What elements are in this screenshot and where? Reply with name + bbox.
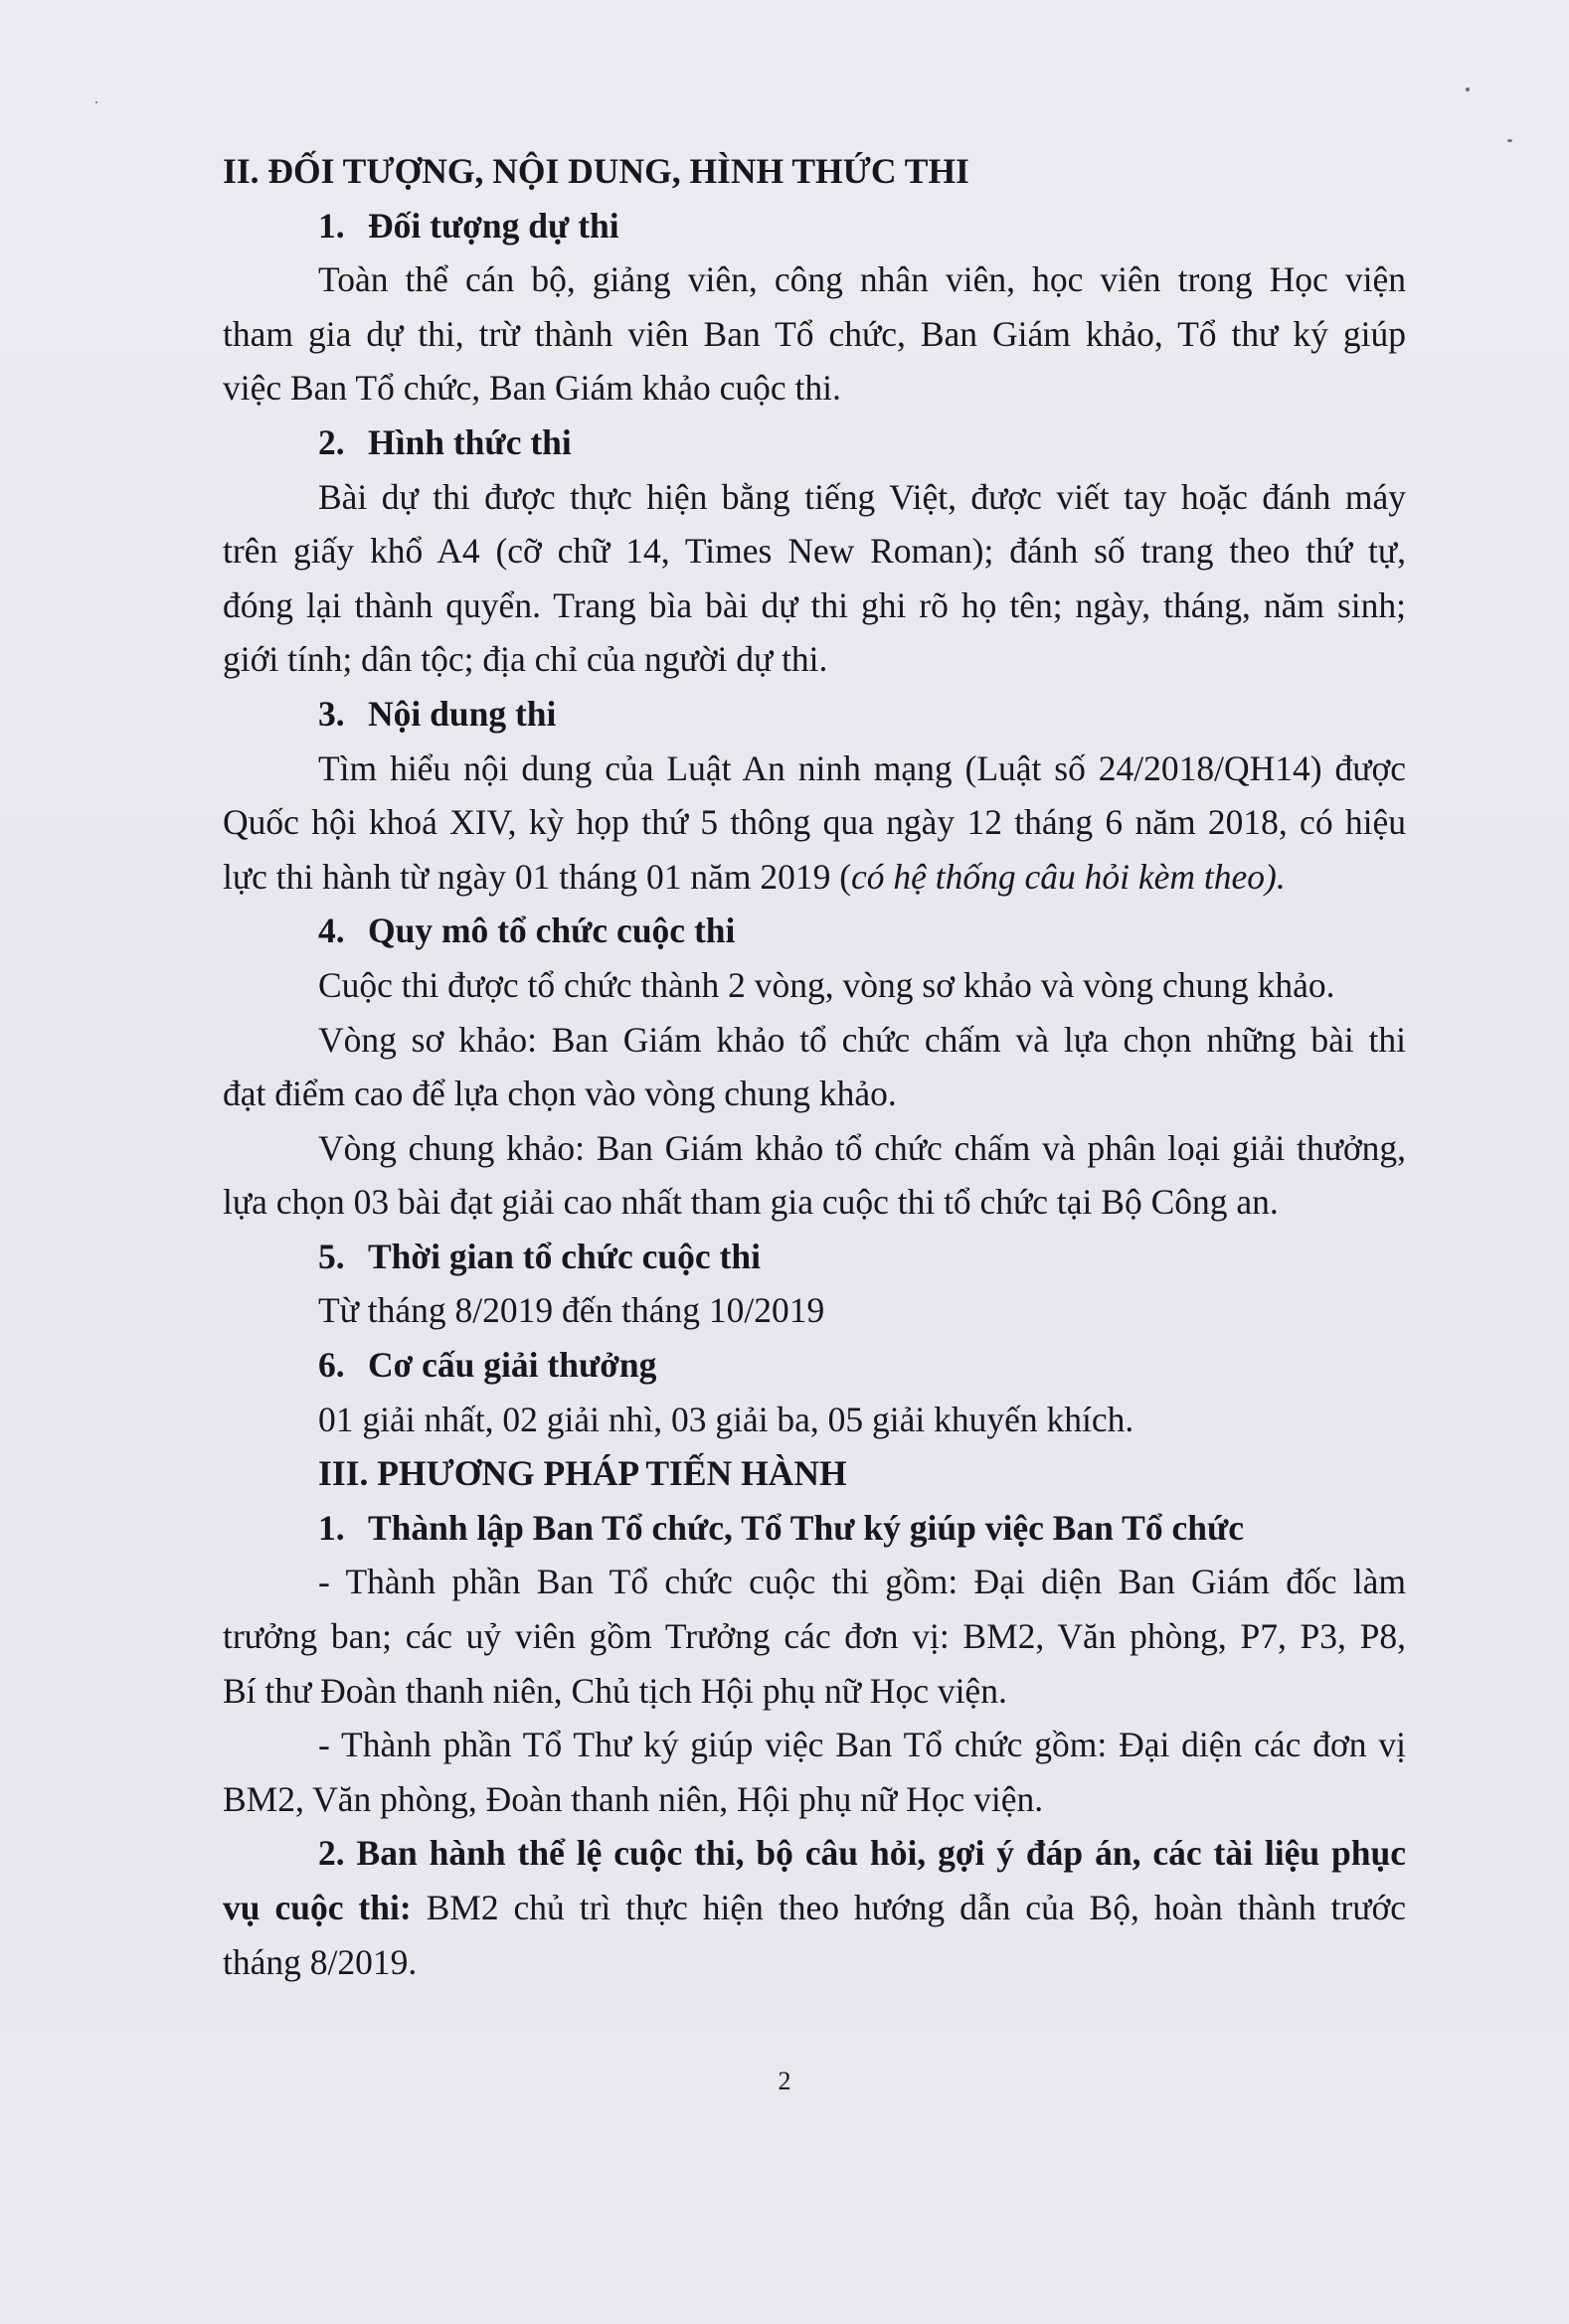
item-2-title: 2. Hình thức thi	[318, 421, 572, 462]
paragraph-line: lực thi hành từ ngày 01 tháng 01 năm 2019 (có hệ thống câu hỏi kèm theo).	[223, 856, 1286, 897]
paragraph-line: Tìm hiểu nội dung của Luật An ninh mạng (Luật số 24/2018/QH14) được	[318, 747, 1406, 788]
paragraph-line: - Thành phần Tổ Thư ký giúp việc Ban Tổ chức gồm: Đại diện các đơn vị	[318, 1725, 1406, 1765]
paragraph-line: Cuộc thi được tổ chức thành 2 vòng, vòng sơ khảo và vòng chung khảo.	[318, 964, 1335, 1005]
paragraph-line: lựa chọn 03 bài đạt giải cao nhất tham gia cuộc thi tổ chức tại Bộ Công an.	[223, 1182, 1279, 1223]
section-3-item-1-title: 1. Thành lập Ban Tổ chức, Tổ Thư ký giúp việc Ban Tổ chức	[318, 1507, 1245, 1548]
paragraph-line: việc Ban Tổ chức, Ban Giám khảo cuộc thi.	[223, 368, 841, 409]
item-6-title: 6. Cơ cấu giải thưởng	[318, 1345, 657, 1386]
paragraph-line: - Thành phần Ban Tổ chức cuộc thi gồm: Đại diện Ban Giám đốc làm	[318, 1562, 1406, 1602]
paragraph-line: Bài dự thi được thực hiện bằng tiếng Việt, được viết tay hoặc đánh máy	[318, 476, 1406, 517]
scan-speck	[1466, 87, 1470, 91]
item-3-title: 3. Nội dung thi	[318, 693, 557, 734]
section-3-item-2-title: 2. Ban hành thể lệ cuộc thi, bộ câu hỏi, gợi ý đáp án, các tài liệu phục	[318, 1833, 1406, 1874]
paragraph-line: trên giấy khổ A4 (cỡ chữ 14, Times New Roman); đánh số trang theo thứ tự,	[223, 531, 1406, 572]
page-number: 2	[778, 2067, 791, 2095]
item-5-title: 5. Thời gian tổ chức cuộc thi	[318, 1236, 761, 1276]
paragraph-line: 01 giải nhất, 02 giải nhì, 03 giải ba, 05 giải khuyến khích.	[318, 1399, 1134, 1439]
paragraph-line: tham gia dự thi, trừ thành viên Ban Tổ chức, Ban Giám khảo, Tổ thư ký giúp	[223, 313, 1406, 354]
paragraph-line: Vòng chung khảo: Ban Giám khảo tổ chức chấm và phân loại giải thưởng,	[318, 1127, 1406, 1168]
scan-speck	[1507, 139, 1512, 142]
paragraph-line: Quốc hội khoá XIV, kỳ họp thứ 5 thông qua ngày 12 tháng 6 năm 2018, có hiệu	[223, 802, 1406, 843]
paragraph-line: trưởng ban; các uỷ viên gồm Trưởng các đơn vị: BM2, Văn phòng, P7, P3, P8,	[223, 1616, 1406, 1657]
paragraph-line: Từ tháng 8/2019 đến tháng 10/2019	[318, 1290, 825, 1331]
paragraph-line: BM2, Văn phòng, Đoàn thanh niên, Hội phụ nữ Học viện.	[223, 1778, 1044, 1819]
paragraph-line: đóng lại thành quyển. Trang bìa bài dự thi ghi rõ họ tên; ngày, tháng, năm sinh;	[223, 584, 1406, 625]
paragraph-line: tháng 8/2019.	[223, 1941, 418, 1982]
scan-speck	[95, 101, 97, 103]
document-body	[223, 144, 1406, 1989]
paragraph-line: giới tính; dân tộc; địa chỉ của người dự thi.	[223, 639, 828, 680]
italic-note: có hệ thống câu hỏi kèm theo).	[851, 856, 1286, 897]
paragraph-line: Bí thư Đoàn thanh niên, Chủ tịch Hội phụ nữ Học viện.	[223, 1670, 1007, 1711]
paragraph-line: Vòng sơ khảo: Ban Giám khảo tổ chức chấm và lựa chọn những bài thi	[318, 1019, 1406, 1060]
paragraph-line: vụ cuộc thi: BM2 chủ trì thực hiện theo hướng dẫn của Bộ, hoàn thành trước	[223, 1888, 1406, 1927]
section-3-heading: III. PHƯƠNG PHÁP TIẾN HÀNH	[318, 1453, 847, 1494]
paragraph-line: Toàn thể cán bộ, giảng viên, công nhân viên, học viên trong Học viện	[318, 259, 1406, 300]
item-1-title: 1. Đối tượng dự thi	[318, 205, 619, 246]
section-2-heading: II. ĐỐI TƯỢNG, NỘI DUNG, HÌNH THỨC THI	[223, 151, 969, 191]
paragraph-line: đạt điểm cao để lựa chọn vào vòng chung khảo.	[223, 1074, 897, 1114]
item-4-title: 4. Quy mô tổ chức cuộc thi	[318, 911, 736, 951]
